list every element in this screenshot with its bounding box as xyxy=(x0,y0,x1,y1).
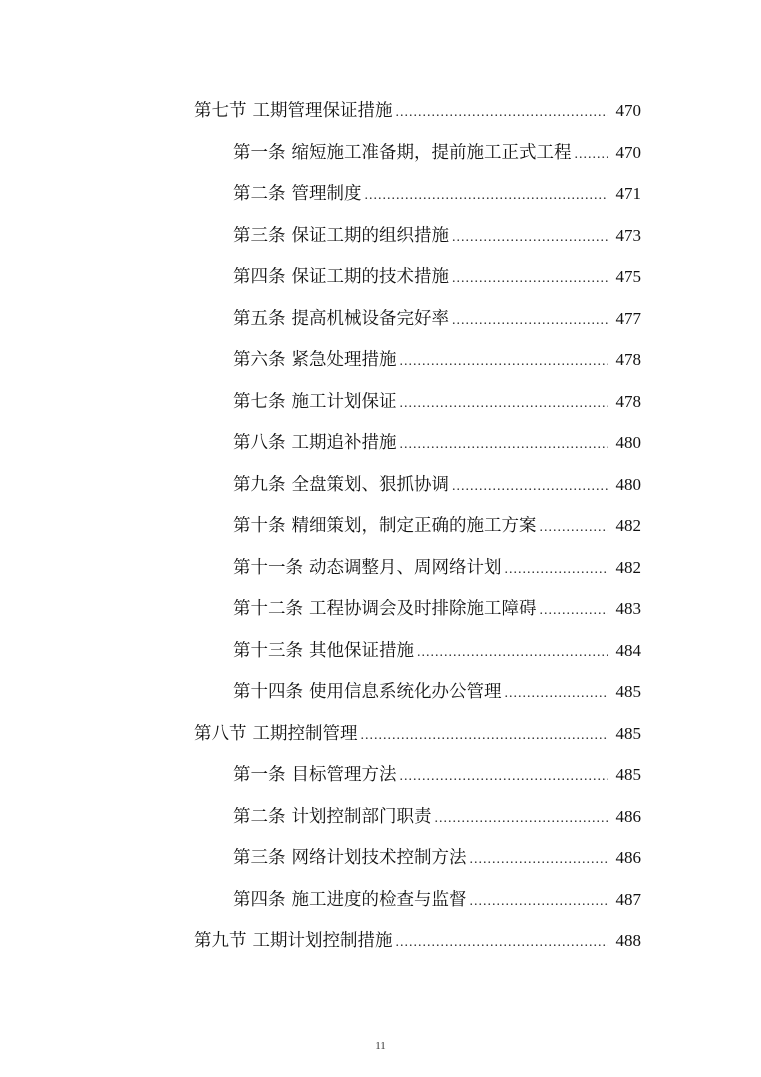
toc-entry-label xyxy=(233,340,397,382)
dot-leader xyxy=(452,217,608,259)
toc-entry[interactable] xyxy=(0,173,761,215)
toc-entry[interactable] xyxy=(0,630,761,672)
toc-entry-title: 工期管理保证措施 xyxy=(252,101,393,121)
dot-leader xyxy=(452,300,608,342)
toc-entry-number: 第一条 xyxy=(233,765,286,785)
toc-entry-page: 480 xyxy=(615,433,641,452)
toc-entry[interactable] xyxy=(0,256,761,298)
dot-leader xyxy=(400,341,609,383)
toc-entry-number: 第九条 xyxy=(233,474,286,495)
dot-leader xyxy=(470,881,609,923)
page-number: 11 xyxy=(375,1040,386,1052)
toc-entry-number: 第五条 xyxy=(233,308,286,329)
dot-leader xyxy=(470,839,609,881)
dot-leader xyxy=(365,175,609,217)
toc-entry[interactable] xyxy=(0,505,761,547)
toc-entry-number: 第八条 xyxy=(233,433,286,453)
toc-entry-label xyxy=(233,672,502,714)
dot-leader xyxy=(452,258,608,300)
toc-entry-title: 网络计划技术控制方法 xyxy=(291,848,467,868)
toc-entry-title: 保证工期的组织措施 xyxy=(291,225,449,246)
toc-entry-label xyxy=(233,506,537,548)
dot-leader xyxy=(575,134,609,176)
toc-entry-page: 471 xyxy=(615,184,641,203)
toc-entry-number: 第九节 xyxy=(194,931,247,951)
toc-entry-title: 紧急处理措施 xyxy=(291,350,397,370)
dot-leader xyxy=(505,549,609,591)
toc-entry-title: 目标管理方法 xyxy=(291,765,397,785)
table-of-contents xyxy=(0,90,761,962)
toc-entry[interactable] xyxy=(0,381,761,423)
toc-entry[interactable] xyxy=(0,837,761,879)
toc-entry-label xyxy=(233,133,572,175)
toc-entry[interactable] xyxy=(0,754,761,796)
toc-entry[interactable] xyxy=(0,671,761,713)
toc-entry-number: 第十条 xyxy=(233,516,286,536)
dot-leader xyxy=(400,756,609,798)
dot-leader xyxy=(400,383,609,425)
toc-entry-title: 工期控制管理 xyxy=(252,723,358,744)
toc-entry-label xyxy=(233,299,449,341)
toc-entry-label xyxy=(194,921,393,963)
toc-entry-number: 第十三条 xyxy=(233,640,303,661)
toc-entry[interactable] xyxy=(0,588,761,630)
toc-entry-page: 477 xyxy=(615,308,641,328)
toc-entry-label xyxy=(233,797,432,839)
toc-entry-page: 488 xyxy=(615,931,641,950)
toc-entry-label xyxy=(233,880,467,922)
dot-leader xyxy=(400,424,609,466)
toc-entry[interactable] xyxy=(0,713,761,755)
toc-entry-label xyxy=(194,714,358,756)
toc-entry-number: 第六条 xyxy=(233,350,286,370)
toc-entry-label xyxy=(233,382,397,424)
toc-entry-label xyxy=(194,91,393,133)
toc-entry-page: 470 xyxy=(615,142,641,162)
toc-entry-label xyxy=(233,423,397,465)
toc-entry-title: 工期计划控制措施 xyxy=(252,931,393,951)
toc-entry-title: 施工计划保证 xyxy=(291,391,397,412)
toc-entry-page: 485 xyxy=(615,765,641,784)
toc-entry-page: 486 xyxy=(615,848,641,867)
toc-entry[interactable] xyxy=(0,422,761,464)
toc-entry[interactable] xyxy=(0,132,761,174)
toc-entry-label xyxy=(233,838,467,880)
toc-entry-number: 第四条 xyxy=(233,889,286,910)
toc-entry-page: 483 xyxy=(615,599,641,618)
toc-entry-page: 485 xyxy=(615,723,641,743)
toc-entry-label xyxy=(233,257,449,299)
toc-entry-number: 第七条 xyxy=(233,391,286,412)
toc-entry-label xyxy=(233,548,502,590)
toc-entry-page: 485 xyxy=(615,682,641,701)
toc-entry-label xyxy=(233,755,397,797)
toc-entry-title: 提高机械设备完好率 xyxy=(291,308,449,329)
dot-leader xyxy=(505,673,609,715)
toc-entry-number: 第八节 xyxy=(194,723,247,744)
toc-entry[interactable] xyxy=(0,879,761,921)
toc-entry-title: 全盘策划、狠抓协调 xyxy=(291,474,449,495)
toc-entry-page: 480 xyxy=(615,474,641,494)
toc-entry-number: 第二条 xyxy=(233,184,286,204)
toc-entry-title: 工期追补措施 xyxy=(291,433,397,453)
toc-entry[interactable] xyxy=(0,796,761,838)
dot-leader xyxy=(417,632,608,674)
dot-leader xyxy=(540,507,609,549)
dot-leader xyxy=(452,466,608,508)
dot-leader xyxy=(396,922,609,964)
toc-entry[interactable] xyxy=(0,920,761,962)
toc-entry-number: 第七节 xyxy=(194,101,247,121)
toc-entry-page: 482 xyxy=(615,516,641,535)
toc-entry-number: 第十四条 xyxy=(233,682,303,702)
toc-entry-number: 第一条 xyxy=(233,142,286,163)
toc-entry[interactable] xyxy=(0,298,761,340)
dot-leader xyxy=(540,590,609,632)
toc-entry-title: 计划控制部门职责 xyxy=(291,806,432,827)
toc-entry-label xyxy=(233,465,449,507)
toc-entry-title: 精细策划，制定正确的施工方案 xyxy=(291,516,537,536)
toc-entry-number: 第十一条 xyxy=(233,557,303,578)
toc-entry-number: 第三条 xyxy=(233,225,286,246)
toc-entry-page: 473 xyxy=(615,225,641,245)
toc-entry-title: 施工进度的检查与监督 xyxy=(291,889,467,910)
toc-entry-title: 动态调整月、周网络计划 xyxy=(309,557,502,578)
toc-entry[interactable] xyxy=(0,215,761,257)
toc-entry-title: 其他保证措施 xyxy=(309,640,414,661)
toc-entry-title: 保证工期的技术措施 xyxy=(291,267,449,287)
toc-entry[interactable] xyxy=(0,547,761,589)
dot-leader xyxy=(435,798,609,840)
toc-entry-page: 484 xyxy=(615,640,641,660)
toc-entry[interactable] xyxy=(0,339,761,381)
toc-entry-page: 487 xyxy=(615,889,641,909)
dot-leader xyxy=(396,92,609,134)
toc-entry-label xyxy=(233,174,362,216)
toc-entry-number: 第四条 xyxy=(233,267,286,287)
toc-entry-page: 478 xyxy=(615,391,641,411)
toc-entry-page: 482 xyxy=(615,557,641,577)
toc-entry-number: 第三条 xyxy=(233,848,286,868)
toc-entry[interactable] xyxy=(0,90,761,132)
toc-entry-number: 第二条 xyxy=(233,806,286,827)
toc-entry-page: 486 xyxy=(615,806,641,826)
toc-entry-label xyxy=(233,216,449,258)
toc-entry-title: 管理制度 xyxy=(291,184,362,204)
toc-entry-title: 工程协调会及时排除施工障碍 xyxy=(309,599,537,619)
toc-entry-label xyxy=(233,589,537,631)
toc-entry-page: 478 xyxy=(615,350,641,369)
toc-entry[interactable] xyxy=(0,464,761,506)
toc-entry-title: 使用信息系统化办公管理 xyxy=(309,682,502,702)
dot-leader xyxy=(361,715,609,757)
toc-entry-number: 第十二条 xyxy=(233,599,303,619)
toc-entry-title: 缩短施工准备期，提前施工正式工程 xyxy=(291,142,572,163)
toc-entry-label xyxy=(233,631,414,673)
toc-entry-page: 470 xyxy=(615,101,641,120)
toc-entry-page: 475 xyxy=(615,267,641,286)
page-footer xyxy=(0,1040,761,1052)
